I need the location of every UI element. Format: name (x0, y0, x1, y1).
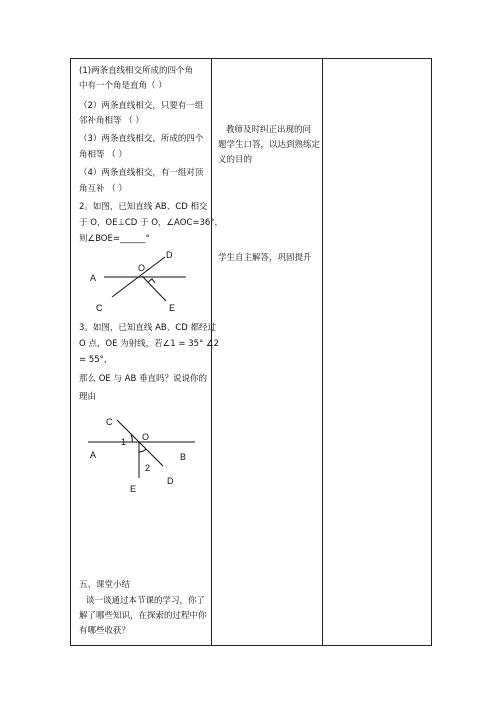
right-angle-mark (148, 279, 155, 283)
q3-line2: 角相等 （ ） (79, 150, 127, 160)
note2: 学生自主解答，巩固提升 (218, 253, 312, 263)
column-divider-2 (322, 58, 323, 646)
ray-oe (142, 276, 166, 301)
q1-line2: 中有一个角是直角（ ） (79, 81, 167, 91)
angle-2-arc (139, 449, 146, 452)
column-divider-1 (211, 58, 212, 646)
summary-line3: 有哪些收获？ (79, 626, 131, 636)
fig2-label-b: B (180, 452, 187, 462)
p3-line4: 那么 OE 与 AB 垂直吗？说说你的 (79, 374, 208, 384)
fig1-label-o: O (138, 263, 146, 273)
fig2-label-a: A (90, 450, 97, 460)
q2-line1: （2）两条直线相交，只要有一组 (79, 101, 204, 111)
figure-1 (80, 245, 200, 315)
p3-line5: 理由 (79, 392, 97, 402)
fig2-label-o: O (142, 432, 150, 442)
q4-line1: （4）两条直线相交，有一组对顶 (79, 168, 204, 178)
summary-line1: 谈一谈通过本节课的学习，你了 (86, 596, 206, 606)
summary-title: 五、课堂小结 (79, 580, 131, 590)
fig2-label-1: 1 (121, 437, 127, 447)
p3-line2: O 点，OE 为射线，若∠1 = 35° ∠2 (79, 339, 220, 349)
fig2-label-e: E (130, 484, 137, 494)
p2-line1: 2。如图，已知直线 AB、CD 相交 (79, 202, 208, 212)
fig2-label-c: C (106, 417, 113, 427)
p3-line1: 3。如图，已知直线 AB、CD 都经过 (79, 323, 216, 333)
fig2-label-2: 2 (145, 463, 151, 473)
p2-line3: 则∠BOE=______° (79, 234, 150, 244)
q3-line1: （3）两条直线相交，所成的四个 (79, 134, 204, 144)
fig1-label-a: A (90, 273, 97, 283)
p3-line3: = 55°， (79, 355, 113, 365)
summary-line2: 解了哪些知识，在探索的过程中你 (79, 611, 207, 621)
q2-line2: 邻补角相等 （ ） (79, 116, 144, 126)
note1-line1: 教师及时纠正出现的问 (226, 125, 312, 135)
q4-line2: 角互补 （ ） (79, 184, 127, 194)
fig1-label-e: E (169, 303, 176, 313)
q1-line1: (1)两条直线相交所成的四个角 (79, 66, 194, 76)
figure-2 (80, 408, 205, 503)
note1-line3: 义的目的 (218, 155, 253, 165)
fig2-label-d: D (167, 476, 174, 486)
note1-line2: 题学生口答，以达到熟练定 (218, 140, 321, 150)
angle-1-arc (131, 435, 132, 442)
fig1-label-d: D (166, 250, 173, 260)
p2-line2: 于 O，OE⊥CD 于 O，∠AOC=36°， (79, 218, 224, 228)
fig1-label-c: C (96, 303, 103, 313)
